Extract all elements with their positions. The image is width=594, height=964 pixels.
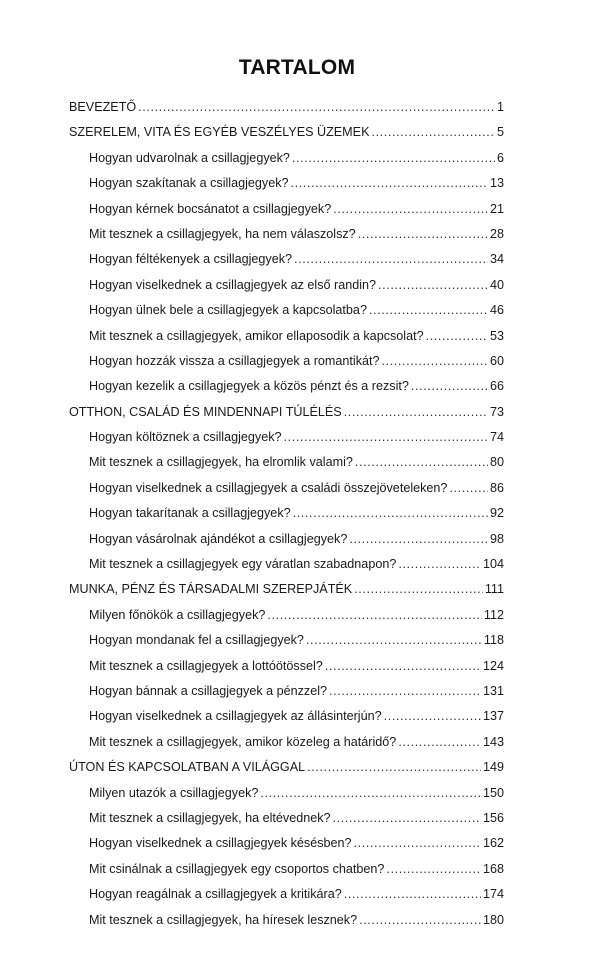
- toc-entry[interactable]: [69, 324, 504, 349]
- toc-entry-label: Hogyan kérnek bocsánatot a csillagjegyek?: [89, 201, 332, 216]
- toc-entry-page-number: 86: [489, 480, 504, 495]
- dot-leader: [426, 324, 488, 349]
- toc-entry-page-number: 66: [489, 379, 504, 394]
- dot-leader: [378, 273, 488, 298]
- toc-chapter[interactable]: [69, 95, 504, 120]
- toc-entry-page-number: 98: [489, 531, 504, 546]
- toc-entry-label: Hogyan bánnak a csillagjegyek a pénzzel?: [89, 683, 328, 698]
- toc-entry-label: Hogyan kezelik a csillagjegyek a közös pénzt és a rezsit?: [89, 379, 409, 394]
- dot-leader: [333, 197, 488, 222]
- toc-entry-page-number: 13: [489, 176, 504, 191]
- toc-entry-label: ÚTON ÉS KAPCSOLATBAN A VILÁGGAL: [69, 760, 306, 775]
- toc-entry-label: SZERELEM, VITA ÉS EGYÉB VESZÉLYES ÜZEMEK: [69, 125, 370, 140]
- toc-entry-page-number: 124: [482, 658, 504, 673]
- toc-entry[interactable]: [69, 222, 504, 247]
- toc-entry[interactable]: [69, 552, 504, 577]
- dot-leader: [325, 654, 481, 679]
- page-title: TARTALOM: [238, 56, 356, 79]
- toc-entry-label: Hogyan viselkednek a csillagjegyek késésben?: [89, 836, 352, 851]
- toc-entry-label: BEVEZETŐ: [69, 100, 137, 114]
- toc-entry-label: Hogyan szakítanak a csillagjegyek?: [89, 176, 289, 191]
- toc-entry[interactable]: [69, 704, 504, 729]
- toc-entry-page-number: 53: [489, 328, 504, 343]
- dot-leader: [293, 501, 488, 526]
- toc-entry-page-number: 149: [482, 760, 504, 775]
- toc-entry-label: Hogyan viselkednek a csillagjegyek az első randin?: [89, 277, 377, 292]
- toc-entry[interactable]: [69, 247, 504, 272]
- dot-leader: [369, 298, 488, 323]
- toc-entry-page-number: 137: [482, 709, 504, 724]
- toc-entry-label: OTTHON, CSALÁD ÉS MINDENNAPI TÚLÉLÉS: [69, 404, 342, 419]
- dot-leader: [294, 247, 488, 272]
- toc-entry[interactable]: [69, 730, 504, 755]
- toc-entry-label: Hogyan viselkednek a csillagjegyek az állásinterjún?: [89, 709, 382, 724]
- toc-entry[interactable]: [69, 831, 504, 856]
- dot-leader: [306, 628, 482, 653]
- dot-leader: [344, 400, 488, 425]
- toc-entry-label: Hogyan féltékenyek a csillagjegyek?: [89, 252, 293, 267]
- toc-entry-page-number: 168: [482, 861, 504, 876]
- toc-entry-label: Hogyan ülnek bele a csillagjegyek a kapcsolatba?: [89, 303, 367, 318]
- dot-leader: [138, 95, 495, 120]
- toc-entry-page-number: 28: [489, 226, 504, 241]
- dot-leader: [449, 476, 488, 501]
- toc-entry-page-number: 1: [496, 100, 504, 114]
- toc-entry-label: Mit tesznek a csillagjegyek, ha elromlik valami?: [89, 455, 353, 470]
- dot-leader: [371, 120, 495, 145]
- toc-entry[interactable]: [69, 501, 504, 526]
- dot-leader: [355, 450, 488, 475]
- toc-chapter[interactable]: [69, 120, 504, 145]
- toc-entry-page-number: 40: [489, 277, 504, 292]
- toc-entry[interactable]: [69, 527, 504, 552]
- toc-entry[interactable]: [69, 146, 504, 171]
- toc-entry-label: Hogyan mondanak fel a csillagjegyek?: [89, 633, 304, 648]
- toc-entry-page-number: 80: [489, 455, 504, 470]
- dot-leader: [359, 908, 481, 933]
- toc-entry-page-number: 6: [496, 150, 504, 165]
- toc-entry-page-number: 180: [482, 912, 504, 927]
- toc-entry-label: Mit tesznek a csillagjegyek a lottóötössel?: [89, 658, 323, 673]
- toc-entry[interactable]: [69, 857, 504, 882]
- toc-entry-label: Mit tesznek a csillagjegyek, amikor közeleg a határidő?: [89, 734, 397, 749]
- toc-entry-label: Hogyan viselkednek a csillagjegyek a családi összejöveteleken?: [89, 480, 448, 495]
- toc-entry-label: Hogyan takarítanak a csillagjegyek?: [89, 506, 291, 521]
- toc-entry-page-number: 118: [483, 633, 504, 648]
- toc-entry-page-number: 74: [489, 430, 504, 445]
- dot-leader: [333, 806, 481, 831]
- toc-entry-page-number: 156: [482, 810, 504, 825]
- toc-entry[interactable]: [69, 273, 504, 298]
- toc-entry-page-number: 104: [482, 557, 504, 572]
- toc-entry[interactable]: [69, 476, 504, 501]
- toc-entry-page-number: 34: [489, 252, 504, 267]
- toc-entry-label: Mit tesznek a csillagjegyek, ha eltévednek?: [89, 810, 331, 825]
- toc-entry-label: Milyen utazók a csillagjegyek?: [89, 785, 259, 800]
- dot-leader: [354, 831, 481, 856]
- toc-entry[interactable]: [69, 806, 504, 831]
- toc-entry-label: Mit tesznek a csillagjegyek, ha nem válaszolsz?: [89, 226, 356, 241]
- toc-entry-page-number: 112: [483, 607, 504, 622]
- toc-chapter[interactable]: [69, 400, 504, 425]
- toc-entry-label: Milyen főnökök a csillagjegyek?: [89, 607, 266, 622]
- toc-entry[interactable]: [69, 298, 504, 323]
- dot-leader: [384, 704, 481, 729]
- dot-leader: [358, 222, 488, 247]
- toc-entry-label: Hogyan hozzák vissza a csillagjegyek a romantikát?: [89, 353, 380, 368]
- toc-entry-page-number: 46: [489, 303, 504, 318]
- dot-leader: [344, 882, 481, 907]
- toc-entry-page-number: 111: [484, 582, 504, 597]
- toc-entry-label: Mit tesznek a csillagjegyek egy váratlan szabadnapon?: [89, 557, 397, 572]
- toc-entry-label: MUNKA, PÉNZ ÉS TÁRSADALMI SZEREPJÁTÉK: [69, 582, 353, 597]
- toc-entry-page-number: 174: [482, 887, 504, 902]
- toc-entry-page-number: 5: [496, 125, 504, 140]
- toc-entry-page-number: 73: [489, 404, 504, 419]
- toc-entry-label: Hogyan vásárolnak ajándékot a csillagjegyek?: [89, 531, 348, 546]
- toc-entry[interactable]: [69, 679, 504, 704]
- toc-entry-page-number: 92: [489, 506, 504, 521]
- toc-entry[interactable]: [69, 171, 504, 196]
- dot-leader: [267, 603, 482, 628]
- dot-leader: [284, 425, 488, 450]
- dot-leader: [398, 552, 481, 577]
- toc-entry-page-number: 60: [489, 353, 504, 368]
- toc-entry-label: Mit csinálnak a csillagjegyek egy csoportos chatben?: [89, 861, 385, 876]
- dot-leader: [307, 755, 481, 780]
- toc-entry-label: Hogyan udvarolnak a csillagjegyek?: [89, 150, 290, 165]
- toc-entry[interactable]: [69, 781, 504, 806]
- toc-entry-label: Mit tesznek a csillagjegyek, amikor ellaposodik a kapcsolat?: [89, 328, 424, 343]
- dot-leader: [349, 527, 488, 552]
- toc-entry[interactable]: [69, 603, 504, 628]
- toc-entry-label: Mit tesznek a csillagjegyek, ha híresek lesznek?: [89, 912, 358, 927]
- dot-leader: [292, 146, 495, 171]
- dot-leader: [260, 781, 481, 806]
- toc-entry[interactable]: [69, 374, 504, 399]
- toc-entry-label: Hogyan költöznek a csillagjegyek?: [89, 430, 282, 445]
- dot-leader: [354, 577, 483, 602]
- dot-leader: [398, 730, 481, 755]
- toc-entry[interactable]: [69, 349, 504, 374]
- dot-leader: [329, 679, 481, 704]
- toc-chapter[interactable]: [69, 577, 504, 602]
- dot-leader: [291, 171, 488, 196]
- toc-entry-page-number: 21: [489, 201, 504, 216]
- toc-entry-label: Hogyan reagálnak a csillagjegyek a kritikára?: [89, 887, 342, 902]
- toc-entry[interactable]: [69, 450, 504, 475]
- table-of-contents: [69, 95, 504, 933]
- dot-leader: [382, 349, 488, 374]
- toc-entry-page-number: 162: [482, 836, 504, 851]
- toc-entry[interactable]: [69, 628, 504, 653]
- toc-entry-page-number: 143: [482, 734, 504, 749]
- toc-entry[interactable]: [69, 197, 504, 222]
- dot-leader: [411, 374, 488, 399]
- toc-entry-page-number: 150: [482, 785, 504, 800]
- toc-entry[interactable]: [69, 908, 504, 933]
- dot-leader: [386, 857, 481, 882]
- toc-entry[interactable]: [69, 425, 504, 450]
- toc-entry-page-number: 131: [482, 683, 504, 698]
- toc-entry[interactable]: [69, 654, 504, 679]
- toc-chapter[interactable]: [69, 755, 504, 780]
- toc-entry[interactable]: [69, 882, 504, 907]
